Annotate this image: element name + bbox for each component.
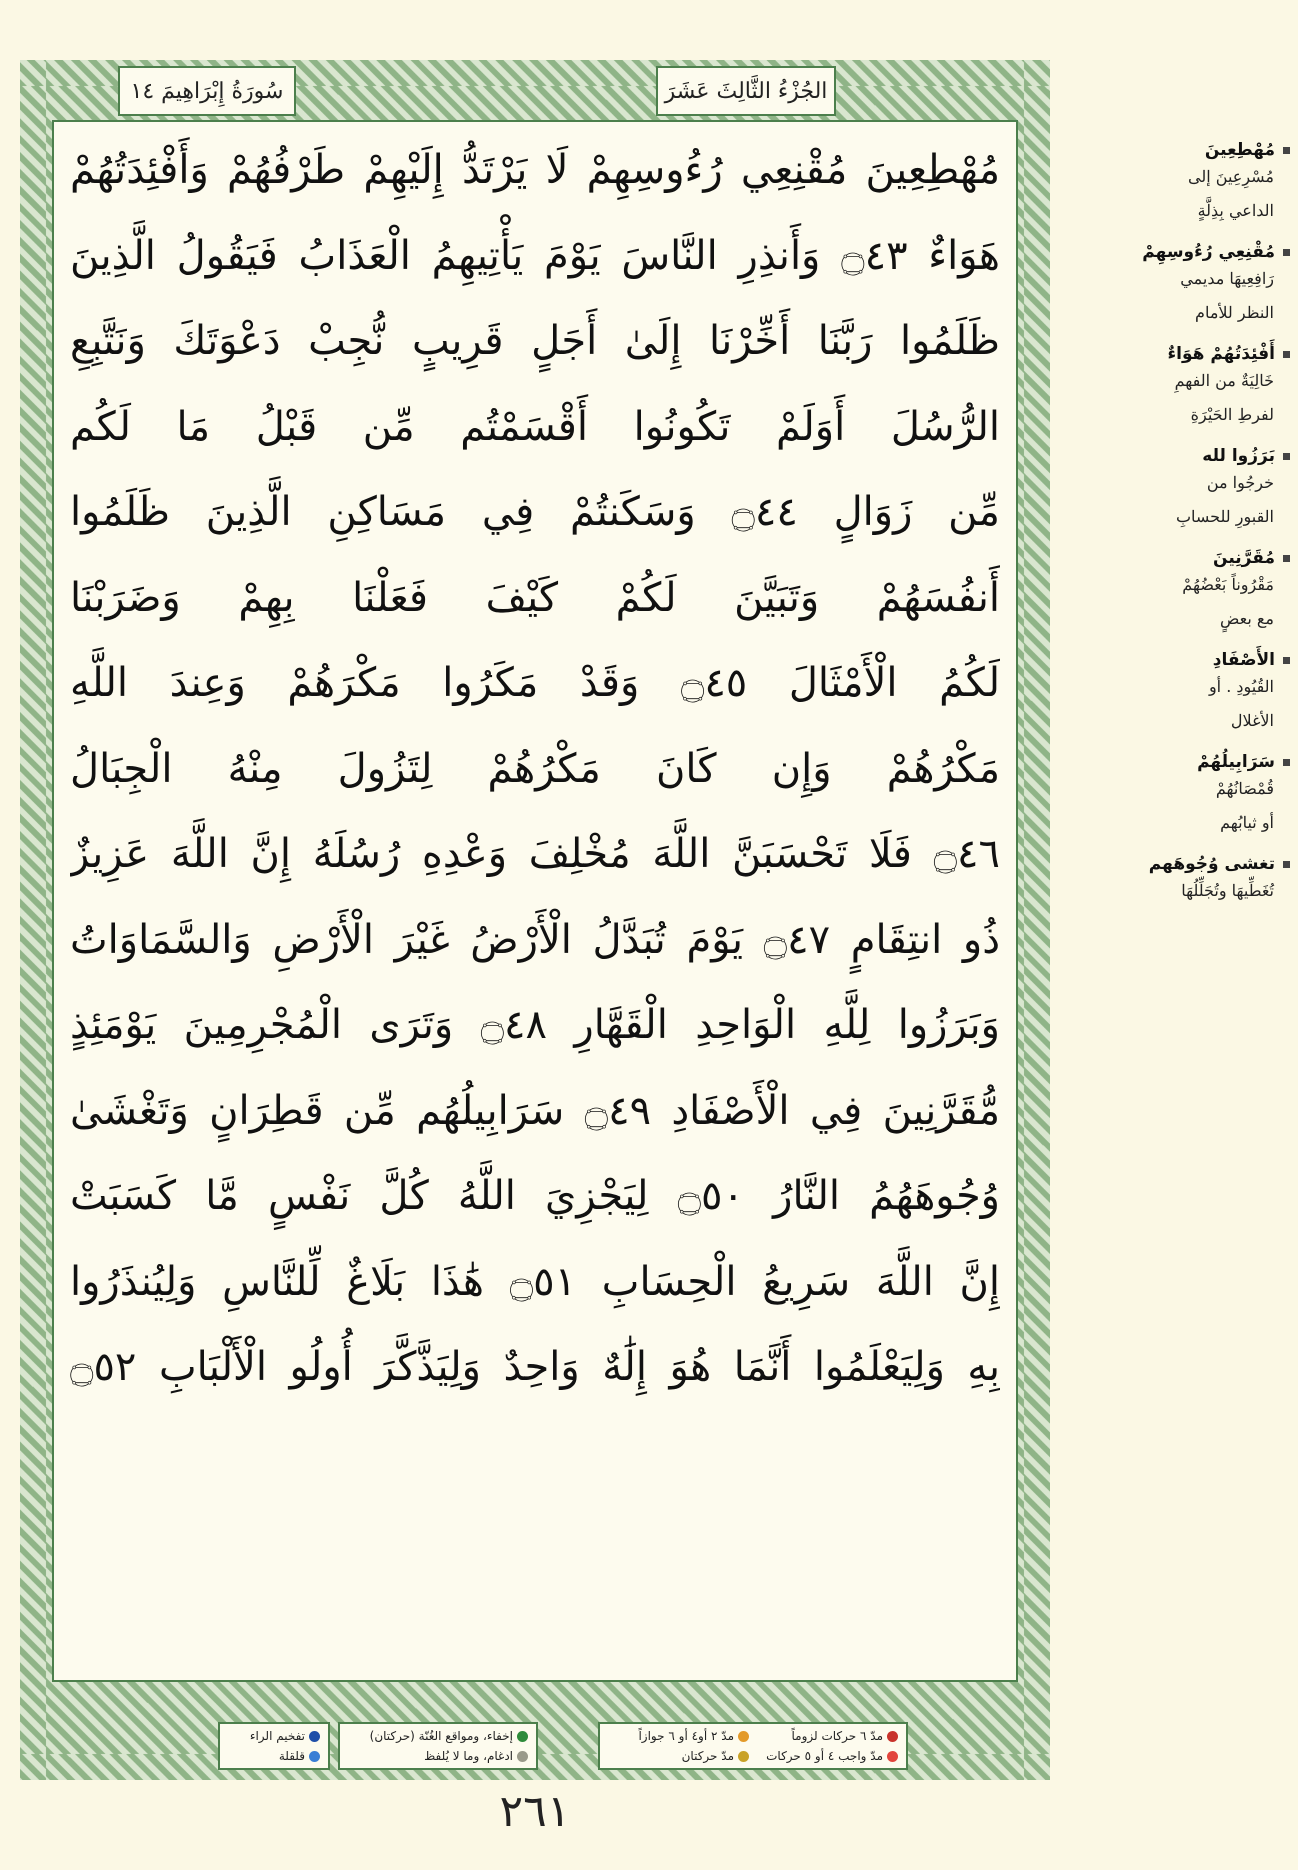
juz-title-text: الجُزْءُ الثَّالِثَ عَشَرَ bbox=[664, 78, 828, 104]
verse-line: مُهْطِعِينَ مُقْنِعِي رُءُوسِهِمْ لَا يَرْتَدُّ إِلَيْهِمْ طَرْفُهُمْ وَأَفْئِدَتُهُمْ bbox=[70, 147, 1000, 193]
bullet-icon bbox=[1283, 249, 1290, 256]
glossary-meaning: تُغَطِّيهَا وتُجَلِّلُهَا bbox=[1181, 881, 1274, 900]
surah-title-text: سُورَةُ إِبْرَاهِيمَ ١٤ bbox=[130, 78, 284, 104]
legend-item: تفخيم الراء bbox=[228, 1729, 320, 1743]
glossary-meaning: مَقْرُوناً بَعْضُهُمْ bbox=[1182, 575, 1274, 594]
glossary-meaning: لفرطِ الحَيْرَةِ bbox=[1190, 405, 1274, 424]
verse-line: ۝٤٦ فَلَا تَحْسَبَنَّ اللَّهَ مُخْلِفَ وَعْدِهِ رُسُلَهُ إِنَّ اللَّهَ عَزِيزٌ bbox=[70, 831, 1000, 877]
legend-item: مدّ حركتان bbox=[608, 1749, 749, 1763]
legend-item: ادغام، وما لا يُلفظ bbox=[348, 1749, 528, 1763]
glossary-term: تغشى وُجُوهَهم bbox=[1148, 854, 1275, 874]
verse-line: إِنَّ اللَّهَ سَرِيعُ الْحِسَابِ ۝٥١ هَٰذَا بَلَاغٌ لِّلنَّاسِ وَلِيُنذَرُوا bbox=[70, 1258, 1000, 1305]
bullet-icon bbox=[1283, 759, 1290, 766]
verse-line: أَنفُسَهُمْ وَتَبَيَّنَ لَكُمْ كَيْفَ فَعَلْنَا بِهِمْ وَضَرَبْنَا bbox=[70, 574, 1000, 621]
verse-line: ذُو انتِقَامٍ ۝٤٧ يَوْمَ تُبَدَّلُ الْأَرْضُ غَيْرَ الْأَرْضِ وَالسَّمَاوَاتُ bbox=[70, 916, 1000, 963]
glossary-meaning: رَافِعِيهَا مديمي bbox=[1180, 269, 1274, 288]
glossary-entry bbox=[1080, 446, 1290, 534]
verse-line: مُّقَرَّنِينَ فِي الْأَصْفَادِ ۝٤٩ سَرَابِيلُهُم مِّن قَطِرَانٍ وَتَغْشَىٰ bbox=[70, 1087, 1000, 1134]
glossary-meaning: القُيُودِ . أو bbox=[1208, 677, 1274, 696]
bullet-icon bbox=[1283, 351, 1290, 358]
glossary-meaning: الداعي بِذِلَّةٍ bbox=[1197, 201, 1274, 220]
bullet-icon bbox=[1283, 657, 1290, 664]
color-dot-icon bbox=[887, 1731, 898, 1742]
glossary-term: بَرَزُوا لله bbox=[1202, 446, 1275, 466]
glossary-meaning: الأغلال bbox=[1230, 711, 1274, 730]
glossary-term: أَفْئِدَتُهُمْ هَوَاءٌ bbox=[1167, 344, 1275, 364]
glossary-entry bbox=[1080, 650, 1290, 738]
glossary-entry bbox=[1080, 548, 1290, 636]
juz-title bbox=[656, 66, 836, 116]
legend-item: إخفاء، ومواقع الغُنّة (حركتان) bbox=[348, 1729, 528, 1743]
surah-title bbox=[118, 66, 296, 116]
glossary-meaning: أو ثيابُهم bbox=[1220, 813, 1274, 832]
verse-line: لَكُمُ الْأَمْثَالَ ۝٤٥ وَقَدْ مَكَرُوا مَكْرَهُمْ وَعِندَ اللَّهِ bbox=[70, 660, 1000, 706]
bullet-icon bbox=[1283, 453, 1290, 460]
page-number: ٢٦١ bbox=[499, 1786, 571, 1837]
glossary-meaning: القبورِ للحسابِ bbox=[1175, 507, 1274, 526]
color-dot-icon bbox=[738, 1731, 749, 1742]
verse-line: ظَلَمُوا رَبَّنَا أَخِّرْنَا إِلَىٰ أَجَلٍ قَرِيبٍ نُّجِبْ دَعْوَتَكَ وَنَتَّبِعِ bbox=[70, 318, 1000, 364]
bullet-icon bbox=[1283, 147, 1290, 154]
verse-line: وَبَرَزُوا لِلَّهِ الْوَاحِدِ الْقَهَّارِ ۝٤٨ وَتَرَى الْمُجْرِمِينَ يَوْمَئِذٍ bbox=[70, 1002, 1000, 1048]
glossary-term: مُقْنِعِي رُءُوسِهِمْ bbox=[1142, 242, 1275, 262]
legend-madd bbox=[598, 1722, 908, 1770]
legend-item: مدّ واجب ٤ أو ٥ حركات bbox=[757, 1749, 898, 1763]
color-dot-icon bbox=[887, 1751, 898, 1762]
glossary-meaning: قُمْصَانُهُمْ bbox=[1215, 779, 1274, 798]
glossary-meaning: مُسْرِعِينَ إلى bbox=[1188, 167, 1274, 186]
legend-ghunna bbox=[338, 1722, 538, 1770]
color-dot-icon bbox=[517, 1751, 528, 1762]
bullet-icon bbox=[1283, 861, 1290, 868]
glossary-meaning: النظر للأمام bbox=[1195, 303, 1274, 322]
color-dot-icon bbox=[309, 1731, 320, 1742]
verse-line: الرُّسُلَ أَوَلَمْ تَكُونُوا أَقْسَمْتُم مِّن قَبْلُ مَا لَكُم bbox=[70, 403, 1000, 450]
verse-line: مَكْرُهُمْ وَإِن كَانَ مَكْرُهُمْ لِتَزُولَ مِنْهُ الْجِبَالُ bbox=[70, 745, 1000, 792]
glossary bbox=[1080, 140, 1290, 922]
color-dot-icon bbox=[517, 1731, 528, 1742]
glossary-entry bbox=[1080, 752, 1290, 840]
glossary-entry bbox=[1080, 854, 1290, 908]
glossary-entry bbox=[1080, 242, 1290, 330]
legend-tafkheem bbox=[218, 1722, 330, 1770]
verse-lines bbox=[70, 128, 1000, 1411]
glossary-term: مُهْطِعِينَ bbox=[1204, 140, 1275, 160]
glossary-term: سَرَابِيلُهُمْ bbox=[1197, 752, 1275, 772]
legend-item: مدّ ٦ حركات لزوماً bbox=[757, 1729, 898, 1743]
legend-item: مدّ ٢ أو٤ أو ٦ جوازاً bbox=[608, 1729, 749, 1743]
glossary-term: مُقَرَّنِينَ bbox=[1213, 548, 1275, 568]
color-dot-icon bbox=[309, 1751, 320, 1762]
glossary-meaning: خرجُوا من bbox=[1206, 473, 1274, 492]
color-dot-icon bbox=[738, 1751, 749, 1762]
verse-line: وُجُوهَهُمُ النَّارُ ۝٥٠ لِيَجْزِيَ اللَّهُ كُلَّ نَفْسٍ مَّا كَسَبَتْ bbox=[70, 1173, 1000, 1219]
bullet-icon bbox=[1283, 555, 1290, 562]
verse-line: بِهِ وَلِيَعْلَمُوا أَنَّمَا هُوَ إِلَٰهٌ وَاحِدٌ وَلِيَذَّكَّرَ أُولُو الْأَلْبَابِ ۝٥٢ bbox=[70, 1344, 1000, 1390]
glossary-meaning: مع بعضٍ bbox=[1220, 609, 1274, 628]
verse-line: هَوَاءٌ ۝٤٣ وَأَنذِرِ النَّاسَ يَوْمَ يَأْتِيهِمُ الْعَذَابُ فَيَقُولُ الَّذِينَ bbox=[70, 232, 1000, 279]
glossary-term: الأَصْفَادِ bbox=[1212, 650, 1275, 670]
glossary-entry bbox=[1080, 140, 1290, 228]
glossary-meaning: خَالِيَةٌ من الفهمِ bbox=[1174, 371, 1274, 390]
glossary-entry bbox=[1080, 344, 1290, 432]
legend-item: قلقلة bbox=[228, 1749, 320, 1763]
verse-line: مِّن زَوَالٍ ۝٤٤ وَسَكَنتُمْ فِي مَسَاكِنِ الَّذِينَ ظَلَمُوا bbox=[70, 489, 1000, 535]
